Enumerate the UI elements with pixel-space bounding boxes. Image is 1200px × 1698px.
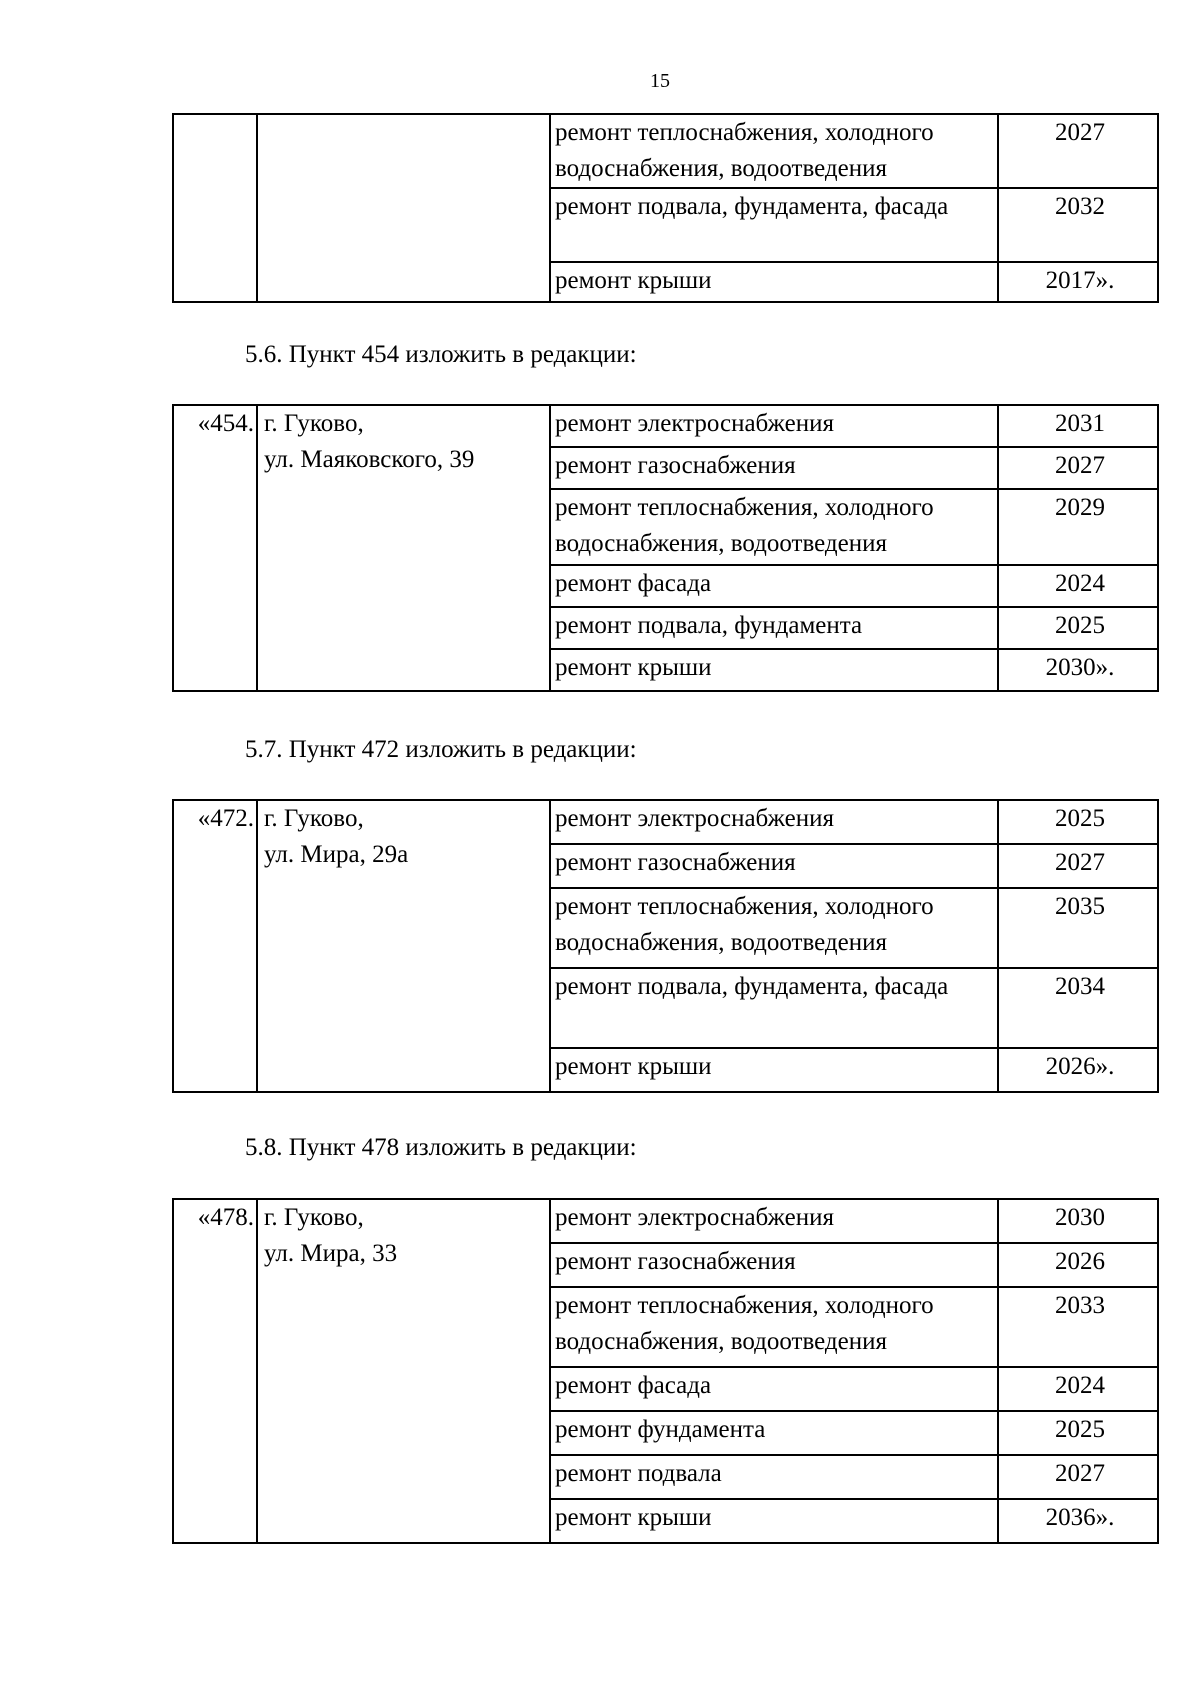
year-cell: 2031: [998, 405, 1158, 447]
address-street: ул. Мира, 29а: [264, 841, 409, 868]
year-cell: 2027: [998, 114, 1158, 188]
work-cell: ремонт газоснабжения: [550, 1243, 998, 1287]
work-cell: ремонт фундамента: [550, 1411, 998, 1455]
year-cell: 2025: [998, 800, 1158, 844]
address-cell: [257, 114, 550, 302]
work-cell: ремонт подвала, фундамента: [550, 607, 998, 649]
section-table: [172, 1198, 1159, 1544]
work-cell: ремонт подвала: [550, 1455, 998, 1499]
item-number: «472.: [173, 800, 257, 1092]
item-number: «454.: [173, 405, 257, 691]
work-cell: ремонт фасада: [550, 565, 998, 607]
year-cell: 2024: [998, 1367, 1158, 1411]
address-cell: [257, 800, 550, 1092]
section-heading: 5.6. Пункт 454 изложить в редакции:: [245, 341, 637, 368]
year-cell: 2030».: [998, 649, 1158, 691]
address-city: г. Гуково,: [264, 805, 364, 832]
year-cell: 2027: [998, 844, 1158, 888]
item-number: «478.: [173, 1199, 257, 1543]
work-cell: ремонт подвала, фундамента, фасада: [550, 188, 998, 262]
table-row: [173, 405, 1158, 447]
year-cell: 2027: [998, 447, 1158, 489]
address-city: г. Гуково,: [264, 410, 364, 437]
year-cell: 2033: [998, 1287, 1158, 1367]
year-cell: 2035: [998, 888, 1158, 968]
work-cell: ремонт теплоснабжения, холодного водоснабжения, водоотведения: [550, 489, 998, 565]
year-cell: 2026».: [998, 1048, 1158, 1092]
address-street: ул. Мира, 33: [264, 1240, 398, 1267]
address-cell: [257, 1199, 550, 1543]
year-cell: 2025: [998, 1411, 1158, 1455]
page-number: 15: [650, 70, 670, 92]
work-cell: ремонт теплоснабжения, холодного водоснабжения, водоотведения: [550, 114, 998, 188]
year-cell: 2036».: [998, 1499, 1158, 1543]
section-heading: 5.7. Пункт 472 изложить в редакции:: [245, 736, 637, 763]
work-cell: ремонт крыши: [550, 1048, 998, 1092]
table-row: [173, 800, 1158, 844]
table-row: [173, 1199, 1158, 1243]
section-table: [172, 404, 1159, 692]
table-row: [173, 114, 1158, 188]
work-cell: ремонт электроснабжения: [550, 800, 998, 844]
work-cell: ремонт крыши: [550, 1499, 998, 1543]
year-cell: 2026: [998, 1243, 1158, 1287]
year-cell: 2029: [998, 489, 1158, 565]
work-cell: ремонт фасада: [550, 1367, 998, 1411]
work-cell: ремонт теплоснабжения, холодного водоснабжения, водоотведения: [550, 1287, 998, 1367]
work-cell: ремонт электроснабжения: [550, 405, 998, 447]
work-cell: ремонт газоснабжения: [550, 447, 998, 489]
year-cell: 2032: [998, 188, 1158, 262]
year-cell: 2017».: [998, 262, 1158, 302]
year-cell: 2025: [998, 607, 1158, 649]
section-heading: 5.8. Пункт 478 изложить в редакции:: [245, 1134, 637, 1161]
work-cell: ремонт крыши: [550, 649, 998, 691]
address-city: г. Гуково,: [264, 1204, 364, 1231]
work-cell: ремонт электроснабжения: [550, 1199, 998, 1243]
year-cell: 2034: [998, 968, 1158, 1048]
work-cell: ремонт газоснабжения: [550, 844, 998, 888]
work-cell: ремонт крыши: [550, 262, 998, 302]
year-cell: 2024: [998, 565, 1158, 607]
work-cell: ремонт теплоснабжения, холодного водоснабжения, водоотведения: [550, 888, 998, 968]
number-cell: [173, 114, 257, 302]
continuation-table: [172, 113, 1159, 303]
address-cell: [257, 405, 550, 691]
section-table: [172, 799, 1159, 1093]
year-cell: 2027: [998, 1455, 1158, 1499]
address-street: ул. Маяковского, 39: [264, 446, 475, 473]
year-cell: 2030: [998, 1199, 1158, 1243]
work-cell: ремонт подвала, фундамента, фасада: [550, 968, 998, 1048]
